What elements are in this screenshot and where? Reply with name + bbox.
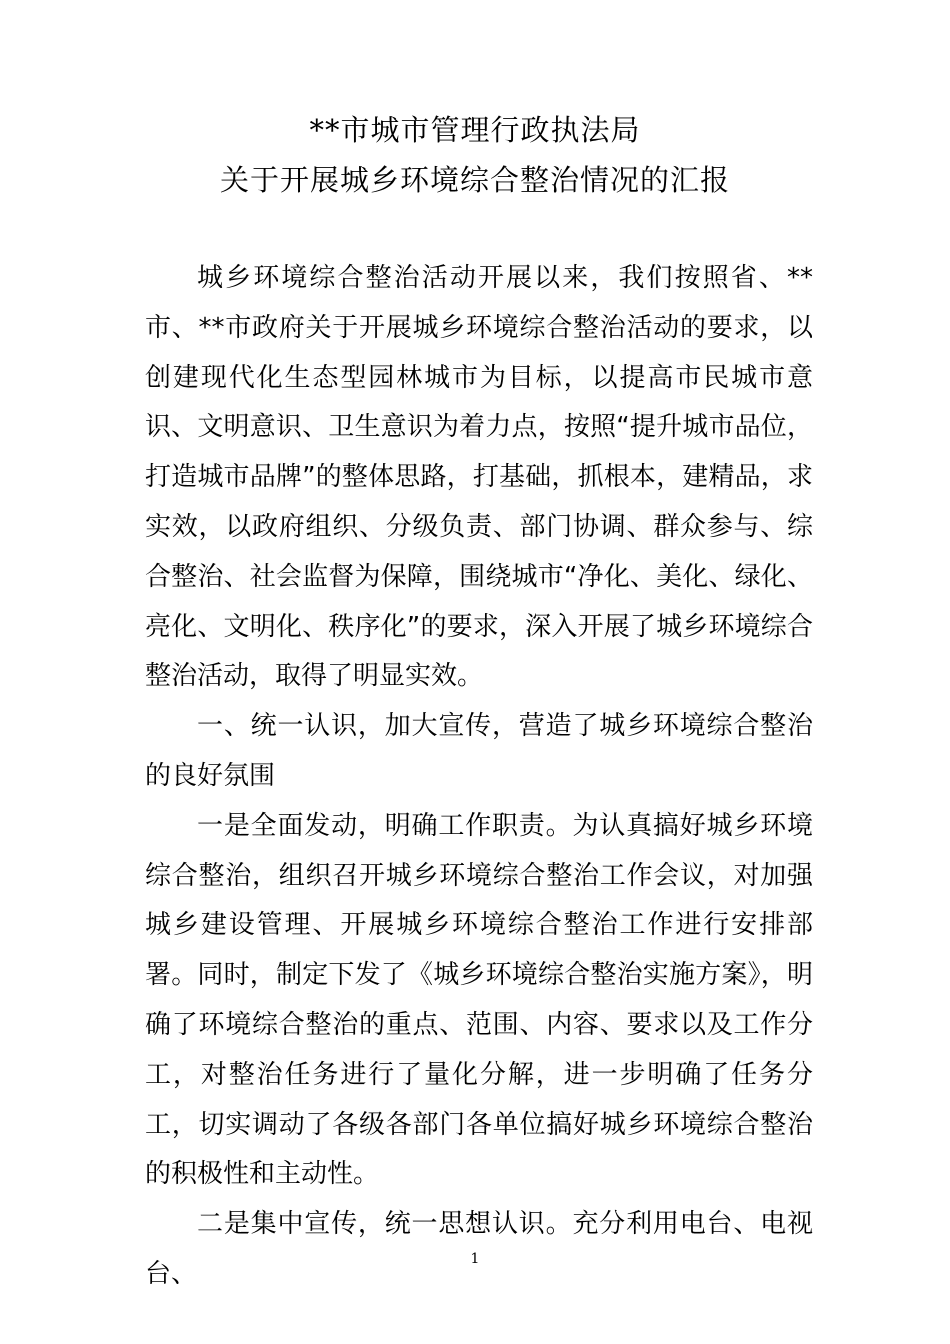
paragraph-point-1: 一是全面发动，明确工作职责。为认真搞好城乡环境综合整治，组织召开城乡环境综合整治工作会议，对加强城乡建设管理、开展城乡环境综合整治工作进行安排部署。同时，制定下发了《城乡环境综合整治实施方案》，明确了环境综合整治的重点、范围、内容、要求以及工作分工，对整治任务进行了量化分解，进一步明确了任务分工，切实调动了各级各部门各单位搞好城乡环境综合整治的积极性和主动性。 — [145, 810, 813, 1190]
document-body — [145, 254, 813, 1300]
document-title-line2: 关于开展城乡环境综合整治情况的汇报 — [219, 163, 730, 197]
page-number: 1 — [470, 1251, 480, 1267]
section-heading-1: 一、统一认识，加大宣传，营造了城乡环境综合整治的良好氛围 — [145, 711, 813, 791]
document-title-line1: **市城市管理行政执法局 — [309, 113, 641, 147]
paragraph-intro: 城乡环境综合整治活动开展以来，我们按照省、**市、**市政府关于开展城乡环境综合整治活动的要求，以创建现代化生态型园林城市为目标，以提高市民城市意识、文明意识、卫生意识为着力点，按照“提升城市品位，打造城市品牌”的整体思路，打基础，抓根本，建精品，求实效，以政府组织、分级负责、部门协调、群众参与、综合整治、社会监督为保障，围绕城市“净化、美化、绿化、亮化、文明化、秩序化”的要求，深入开展了城乡环境综合整治活动，取得了明显实效。 — [145, 263, 813, 692]
paragraph-point-2: 二是集中宣传，统一思想认识。充分利用电台、电视台、 — [145, 1209, 813, 1289]
